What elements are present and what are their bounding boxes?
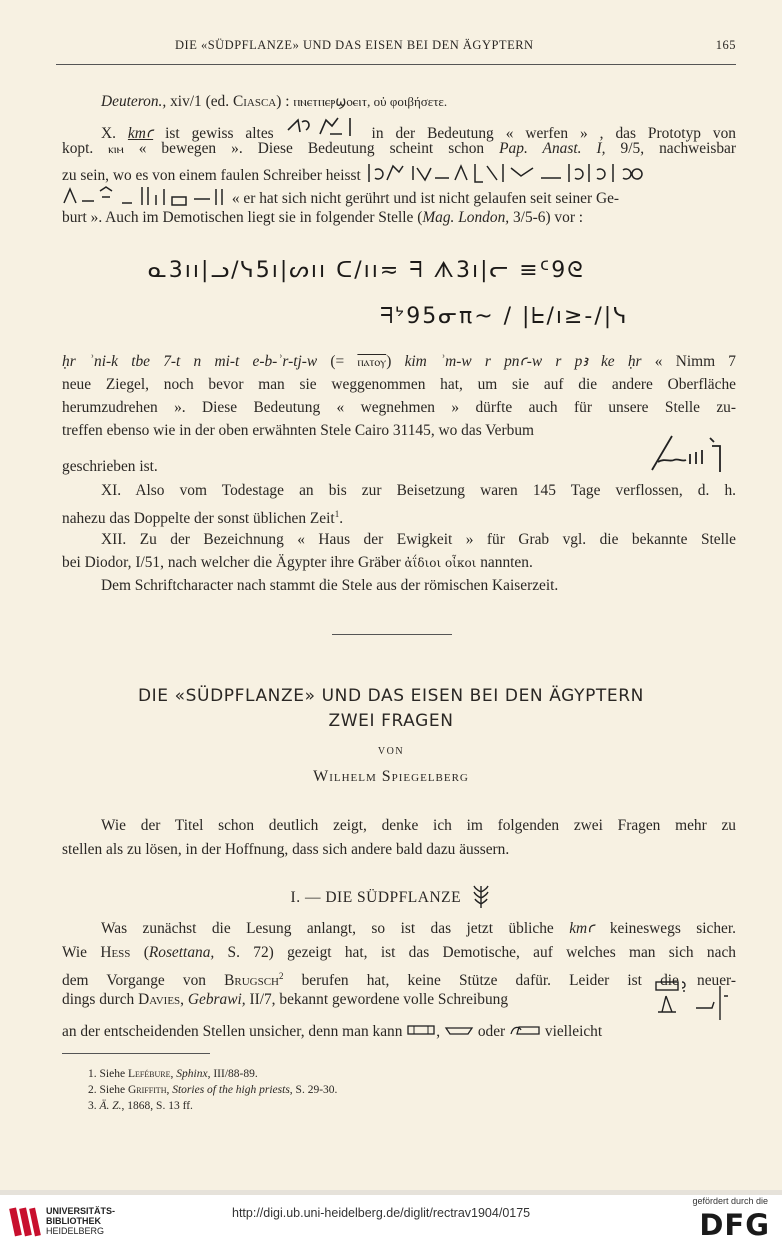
funding-caption: gefördert durch die [692,1196,768,1206]
author-name: Wilhelm Spiegelberg [313,768,469,785]
text-line: zu sein, wo es von einem faulen Schreiber heisst [62,162,736,186]
text-line: « er hat sich nicht gerührt und ist nicht gelaufen seit seiner Ge- [62,185,736,209]
article-title: DIE «SÜDPFLANZE» UND DAS EISEN BEI DEN ÄGYPTERN [137,686,644,706]
text-line: Wie Hess (Rosettana, S. 72) gezeigt hat, ist das Demotische, auf welches man sich nach [62,944,736,961]
hieroglyph-group-icon [286,116,360,138]
footnote-rule [62,1053,210,1054]
running-head [60,38,736,56]
byline-von: VON [377,746,405,757]
header-rule [56,64,736,65]
text-line: XI. Also vom Todestage an bis zur Beisetzung waren 145 Tage verflossen, d. h. [101,482,736,499]
demotic-script-line: ᖷᔾ95ᓂπ~ / |ᖶ/ı≥-/|ᓭ [380,304,629,329]
transliteration-line: ḥr ʾni-k tbe 7-t n mi-t e-b-ʾr-tj-w (= ⲡⲁⲧⲟⲩ) kim ʾm-w r pnꜥ-w r pꜣ ke ḥr « Nimm 7 [62,353,736,370]
hieroglyph-sequence-icon [365,162,647,184]
section-heading: I. — DIE SÜDPFLANZE [0,884,782,910]
plant-hieroglyph-icon [471,884,491,910]
library-name[interactable]: UNIVERSITÄTS- BIBLIOTHEK HEIDELBERG [46,1206,116,1236]
text-line: herumzudrehen ». Diese Bedeutung « wegnehmen » dürfte auch für unsere Stelle zu- [62,399,736,416]
section-divider [332,634,452,635]
permalink-url[interactable]: http://digi.ub.uni-heidelberg.de/diglit/rectrav1904/0175 [232,1206,531,1220]
hieroglyph-sequence-icon [62,185,228,207]
text-line: X. kmꜥ ist gewiss altes in der Bedeutung « werfen » , das Prototyp von [101,116,736,144]
text-line: dem Vorgange von Brugsch$^2$ berufen hat, keine Stütze dafür. Leider ist die neuer- [62,971,736,990]
text-line: bei Diodor, I/51, nach welcher die Ägypter ihre Gräber ἀΐδιοι οἶκοι nannten. [62,554,533,571]
hieroglyph-variant-icon [444,1024,474,1036]
page-number: 165 [715,38,736,52]
text-line: Dem Schriftcharacter nach stammt die Stele aus der römischen Kaiserzeit. [101,577,559,594]
text-line: Was zunächst die Lesung anlangt, so ist das jetzt übliche kmꜥ keineswegs sicher. [101,920,737,937]
text-line: XII. Zu der Bezeichnung « Haus der Ewigkeit » für Grab vgl. die bekannte Stelle [101,531,736,548]
text-line: Deuteron., xiv/1 (ed. Ciasca) : ⲡⲛⲉⲧⲡⲉⲣϣⲟⲉⲓⲧ, οὐ φοιβήσετε. [101,93,448,110]
running-head-title: DIE «SÜDPFLANZE» UND DAS EISEN BEI DEN ÄGYPTERN [175,38,534,52]
text-line: treffen ebenso wie in der oben erwähnten Stele Cairo 31145, wo das Verbum [62,422,534,439]
footer-top-stripe [0,1190,782,1195]
article-subtitle: ZWEI FRAGEN [328,711,454,731]
footnote: 3. Ä. Z., 1868, S. 13 ff. [88,1100,193,1112]
text-line: dings durch Davies, Gebrawi, II/7, bekannt gewordene volle Schreibung [62,991,509,1008]
text-line: kopt. ⲕⲓⲙ « bewegen ». Diese Bedeutung scheint schon Pap. Anast. I, 9/5, nachweisbar [62,140,736,157]
footnote: 1. Siehe Lefébure, Sphinx, III/88-89. [88,1068,258,1080]
text-line: Wie der Titel schon deutlich zeigt, denke ich im folgenden zwei Fragen mehr zu [101,817,736,834]
hieroglyph-variant-icon [406,1024,436,1036]
dfg-logo[interactable]: DFG [699,1208,770,1242]
text-line: neue Ziegel, noch bevor man sie weggenommen hat, um sie auf die andere Oberfläche [62,376,736,393]
demotic-script-line: ᓇ3ıı|ᓗ/ᓭ5ı|ᔕıı ᑕ/ıı≂ ᖷ ᗑ3ı|ᓕ ≡ᑦ9ᘓ [148,258,585,283]
text-line: stellen als zu lösen, in der Hoffnung, dass sich andere bald dazu äussern. [62,841,510,858]
university-library-logo-icon[interactable] [8,1205,42,1239]
hieroglyph-variant-icon [509,1024,541,1036]
text-line: geschrieben ist. [62,458,158,475]
text-line: an der entscheidenden Stellen unsicher, denn man kann , oder vielleicht [62,1023,603,1040]
text-line: burt ». Auch im Demotischen liegt sie in folgender Stelle (Mag. London, 3/5-6) vor : [62,209,584,226]
footnote: 2. Siehe Griffith, Stories of the high priests, S. 29-30. [88,1084,338,1096]
text-line: nahezu das Doppelte der sonst üblichen Zeit$^1$. [62,509,344,528]
hieroglyph-full-writing-icon [652,978,734,1022]
